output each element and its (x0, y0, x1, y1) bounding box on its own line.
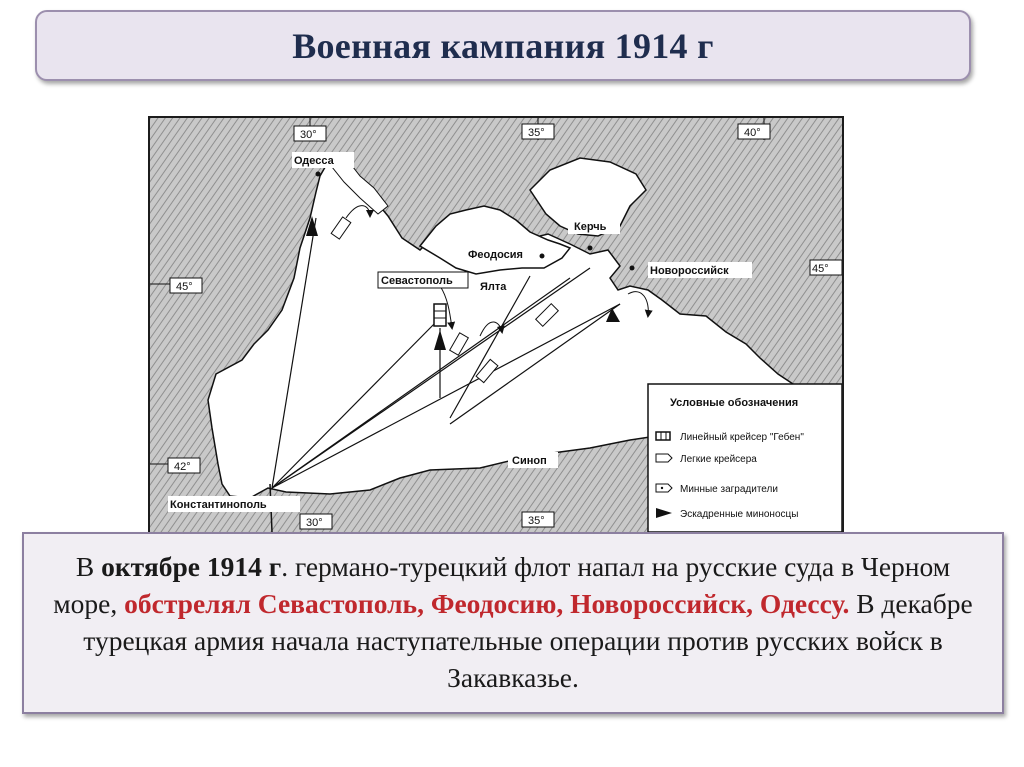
text-date: октябре 1914 г (101, 551, 282, 582)
text-intro: В (75, 551, 102, 582)
black-sea-map (148, 116, 844, 534)
city-label-yalta: Ялта (480, 281, 507, 293)
lat-45-label-right: 45° (812, 263, 829, 275)
city-label-sevastopol: Севастополь (381, 275, 453, 287)
city-dot-feodosia (540, 254, 545, 259)
minelayer-icon (656, 484, 672, 492)
title-box (35, 10, 971, 81)
city-label-odessa: Одесса (294, 155, 334, 167)
city-dot-novorossiysk (630, 266, 635, 271)
legend-label-minelayers: Минные заградители (680, 484, 778, 495)
city-dot-odessa (316, 172, 321, 177)
legend-label-destroyers: Эскадренные миноносцы (680, 509, 799, 520)
legend-label-light-cruisers: Легкие крейсера (680, 454, 757, 465)
city-label-kerch: Керчь (574, 221, 607, 233)
city-label-novorossiysk: Новороссийск (650, 265, 729, 277)
city-label-sinop: Синоп (512, 455, 547, 467)
map-legend (648, 384, 842, 532)
light-cruiser-icon (656, 454, 672, 462)
battlecruiser-icon (434, 304, 446, 326)
lat-42-label-left: 42° (174, 461, 191, 473)
slide-title: Военная кампания 1914 г (292, 25, 714, 66)
text-attack: . германо-турецкий флот напал на русские суда в Черном море, (53, 551, 951, 619)
city-dot-kerch (588, 246, 593, 251)
text-shelled-cities: обстрелял Севастополь, Феодосию, Новороссийск, Одессу. (124, 588, 850, 619)
city-label-feodosia: Феодосия (468, 249, 523, 261)
lon-30-label-bottom: 30° (306, 517, 323, 529)
legend-label-battlecruiser: Линейный крейсер "Гебен" (680, 432, 804, 443)
lon-30-label-top: 30° (300, 129, 317, 141)
legend-title: Условные обозначения (670, 397, 799, 409)
lon-40-label-top: 40° (744, 127, 761, 139)
text-caucasus: В декабре турецкая армия начала наступательные операции против русских войск в Закавказье. (83, 588, 973, 693)
lon-35-label-bottom: 35° (528, 515, 545, 527)
lat-45-label-left: 45° (176, 281, 193, 293)
lon-35-label-top: 35° (528, 127, 545, 139)
city-label-constantinople: Константинополь (170, 499, 267, 511)
battlecruiser-icon (656, 432, 670, 440)
description-text-box (22, 532, 1004, 714)
